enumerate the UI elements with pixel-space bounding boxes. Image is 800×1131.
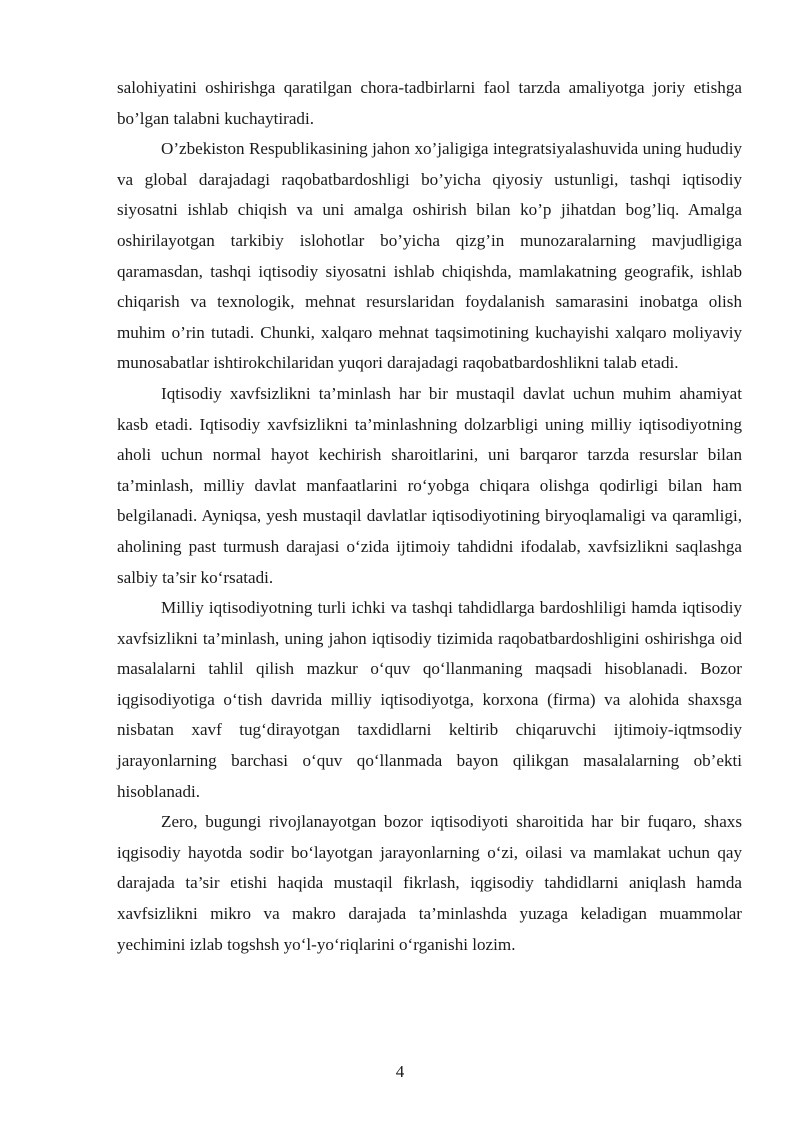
paragraph: O’zbekiston Respublikasining jahon xo’jaligiga integratsiyalashuvida uning hududiy va global darajadagi raqobatbardoshligi bo’yicha qiyosiy ustunligi, tashqi iqtisodiy siyosatni ishlab chiqish va uni amalga oshirish bilan ko’p jihatdan bog’liq. Amalga oshirilayotgan tarkibiy islohotlar bo’yicha qizg’in munozaralarning mavjudligiga qaramasdan, tashqi iqtisodiy siyosatni ishlab chiqishda, mamlakatning geografik, ishlab chiqarish va texnologik, mehnat resurslaridan foydalanish samarasini inobatga olish muhim o’rin tutadi. Chunki, xalqaro mehnat taqsimotining kuchayishi xalqaro moliyaviy munosabatlar ishtirokchilaridan yuqori darajadagi raqobatbardoshlikni talab etadi. — [117, 139, 742, 373]
page-number: 4 — [395, 1062, 405, 1081]
body-text — [117, 73, 742, 960]
paragraph: Zero, bugungi rivojlanayotgan bozor iqtisodiyoti sharoitida har bir fuqaro, shaxs iqgisodiy hayotda sodir bo‘layotgan jarayonlarning o‘zi, oilasi va mamlakat uchun qay darajada ta’sir etishi haqida mustaqil fikrlash, iqgisodiy tahdidlarni aniqlash hamda xavfsizlikni mikro va makro darajada ta’minlashda yuzaga keladigan muammolar yechimini izlab togshsh yo‘l-yo‘riqlarini o‘rganishi lozim. — [117, 812, 742, 954]
paragraph: Milliy iqtisodiyotning turli ichki va tashqi tahdidlarga bardoshliligi hamda iqtisodiy xavfsizlikni ta’minlash, uning jahon iqtisodiy tizimida raqobatbardoshligini oshirishga oid masalalarni tahlil qilish mazkur o‘quv qo‘llanmaning maqsadi hisoblanadi. Bozor iqgisodiyotiga o‘tish davrida milliy iqtisodiyotga, korxona (firma) va alohida shaxsga nisbatan xavf tug‘dirayotgan taxdidlarni keltirib chiqaruvchi ijtimoiy-iqtmsodiy jarayonlarning barchasi o‘quv qo‘llanmada bayon qilikgan masalalarning ob’ekti hisoblanadi. — [117, 598, 742, 801]
paragraph-continuation: salohiyatini oshirishga qaratilgan chora-tadbirlarni faol tarzda amaliyotga joriy etishga bo’lgan talabni kuchaytiradi. — [117, 78, 742, 128]
paragraph: Iqtisodiy xavfsizlikni ta’minlash har bir mustaqil davlat uchun muhim ahamiyat kasb etadi. Iqtisodiy xavfsizlikni ta’minlashning dolzarbligi uning milliy iqtisodiyotning aholi uchun normal hayot kechirish sharoitlarini, uni barqaror tarzda resurslar bilan ta’minlash, milliy davlat manfaatlarini ro‘yobga chiqara olishga qodirligi bilan ham belgilanadi. Ayniqsa, yesh mustaqil davlatlar iqtisodiyotining biryoqlamaligi va qaramligi, aholining past turmush darajasi o‘zida ijtimoiy tahdidni ifodalab, xavfsizlikni saqlashga salbiy ta’sir ko‘rsatadi. — [117, 383, 742, 587]
